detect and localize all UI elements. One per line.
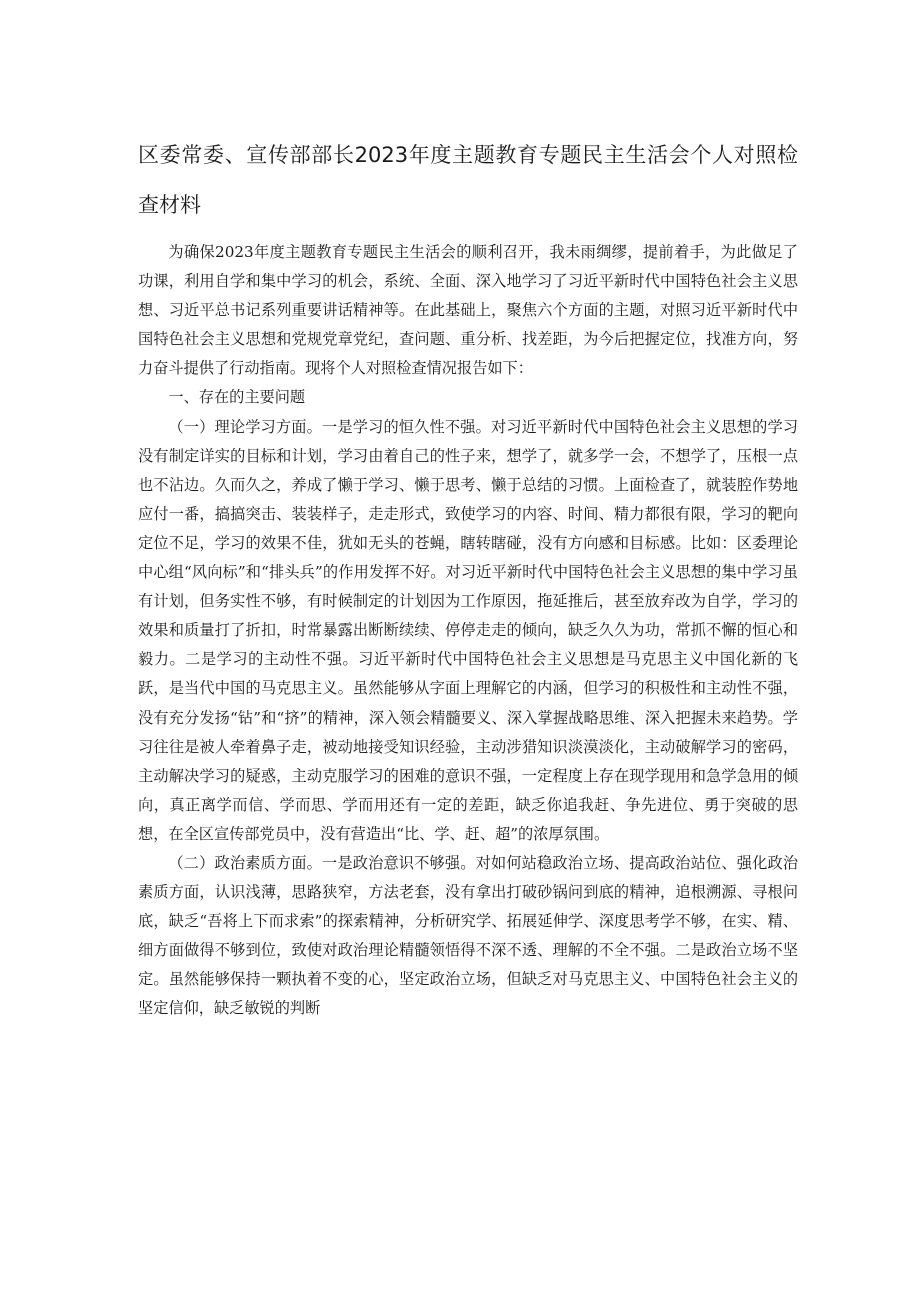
intro-paragraph: 为确保2023年度主题教育专题民主生活会的顺利召开，我未雨绸缪，提前着手，为此做足了功课，利用自学和集中学习的机会，系统、全面、深入地学习了习近平新时代中国特色社会主义思想、习近平总书记系列重要讲话精神等。在此基础上，聚焦六个方面的主题，对照习近平新时代中国特色社会主义思想和党规党章党纪，查问题、重分析、找差距，为今后把握定位，找准方向，努力奋斗提供了行动指南。现将个人对照检查情况报告如下： <box>138 243 798 378</box>
body-paragraph: （二）政治素质方面。一是政治意识不够强。对如何站稳政治立场、提高政治站位、强化政治素质方面，认识浅薄，思路狭窄，方法老套，没有拿出打破砂锅问到底的精神，追根溯源、寻根问底，缺乏“吾将上下而求索”的探索精神，分析研究学、拓展延伸学、深度思考学不够，在实、精、细方面做得不够到位，致使对政治理论精髓领悟得不深不透、理解的不全不强。二是政治立场不坚定。虽然能够保持一颗执着不变的心，坚定政治立场，但缺乏对马克思主义、中国特色社会主义的坚定信仰，缺乏敏锐的判断 <box>138 853 798 1018</box>
document-title: 区委常委、宣传部部长2023年度主题教育专题民主生活会个人对照检查材料 <box>138 143 798 217</box>
body-paragraph: （一）理论学习方面。一是学习的恒久性不强。对习近平新时代中国特色社会主义思想的学习没有制定详实的目标和计划，学习由着自己的性子来，想学了，就多学一会，不想学了，压根一点也不沾边。久而久之，养成了懒于学习、懒于思考、懒于总结的习惯。上面检查了，就装腔作势地应付一番，搞搞突击、装装样子，走走形式，致使学习的内容、时间、精力都很有限，学习的靶向定位不足，学习的效果不佳，犹如无头的苍蝇，瞎转瞎碰，没有方向感和目标感。比如：区委理论中心组“风向标”和“排头兵”的作用发挥不好。对习近平新时代中国特色社会主义思想的集中学习虽有计划，但务实性不够，有时候制定的计划因为工作原因，拖延推后，甚至放弃改为自学，学习的效果和质量打了折扣，时常暴露出断断续续、停停走走的倾向，缺乏久久为功，常抓不懈的恒心和毅力。二是学习的主动性不强。习近平新时代中国特色社会主义思想是马克思主义中国化新的飞跃，是当代中国的马克思主义。虽然能够从字面上理解它的内涵，但学习的积极性和主动性不强，没有充分发扬“钻”和“挤”的精神，深入领会精髓要义、深入掌握战略思维、深入把握未来趋势。学习往往是被人牵着鼻子走，被动地接受知识经验，主动涉猎知识淡漠淡化，主动破解学习的密码，主动解决学习的疑惑，主动克服学习的困难的意识不强，一定程度上存在现学现用和急学急用的倾向，真正离学而信、学而思、学而用还有一定的差距，缺乏你追我赶、争先进位、勇于突破的思想，在全区宣传部党员中，没有营造出“比、学、赶、超”的浓厚氛围。 <box>138 417 798 843</box>
document-page <box>138 130 798 1024</box>
section-heading: 一、存在的主要问题 <box>168 388 306 407</box>
